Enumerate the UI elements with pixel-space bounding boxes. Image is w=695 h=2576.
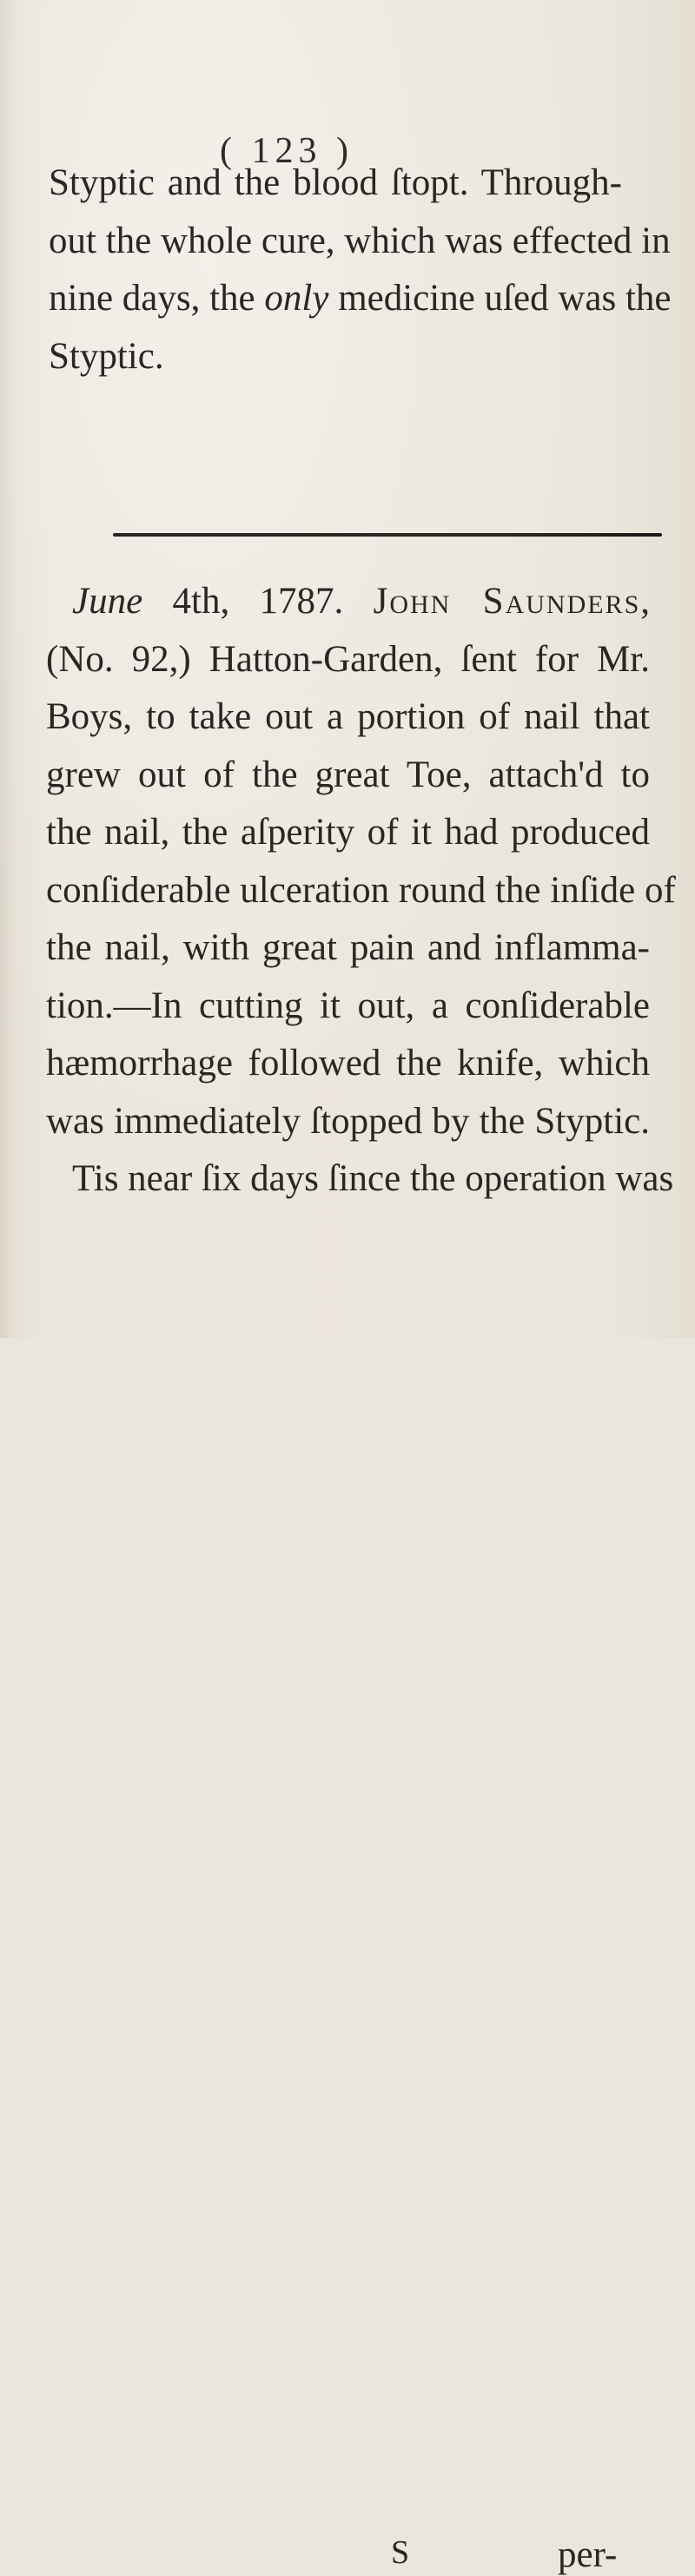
emphasized-word: only [264, 278, 329, 319]
text-line: Styptic. [49, 335, 164, 377]
text-line: nine days, the only medicine uſed was the [49, 278, 672, 319]
date-and-name: 4th, 1787. John Saunders, [172, 581, 651, 622]
text-line: conſiderable ulceration round the inſide of [46, 869, 676, 911]
text-line: the nail, with great pain and inflamma- [46, 927, 650, 968]
text-line: hæmorrhage followed the knife, which [46, 1043, 650, 1084]
text-line: (No. 92,) Hatton-Garden, ſent for Mr. [46, 638, 650, 680]
text-line: grew out of the great Toe, attach'd to [46, 754, 650, 795]
paragraph-styptic-cure [49, 155, 672, 385]
text-line: out the whole cure, which was effected in [49, 220, 671, 261]
date-month: June [72, 581, 143, 622]
text-line: Styptic and the blood ſtopt. Through- [49, 162, 622, 203]
text-line-dated [46, 573, 650, 631]
text-line: tion.—In cutting it out, a conſiderable [46, 985, 650, 1026]
catchword: per- [558, 2534, 618, 2575]
text-line: Boys, to take out a portion of nail that [46, 696, 650, 737]
text-line: was immediately ſtopped by the Styptic. [46, 1100, 650, 1142]
patient-name: John Saunders [373, 581, 641, 622]
page-number: ( 123 ) [220, 131, 354, 171]
signature-mark: S [391, 2534, 410, 2571]
paragraph-john-saunders-case [46, 573, 676, 1209]
text-line: Tis near ſix days ſince the operation was [72, 1158, 674, 1199]
section-divider [113, 533, 662, 537]
text-line: the nail, the aſperity of it had produced [46, 812, 650, 853]
